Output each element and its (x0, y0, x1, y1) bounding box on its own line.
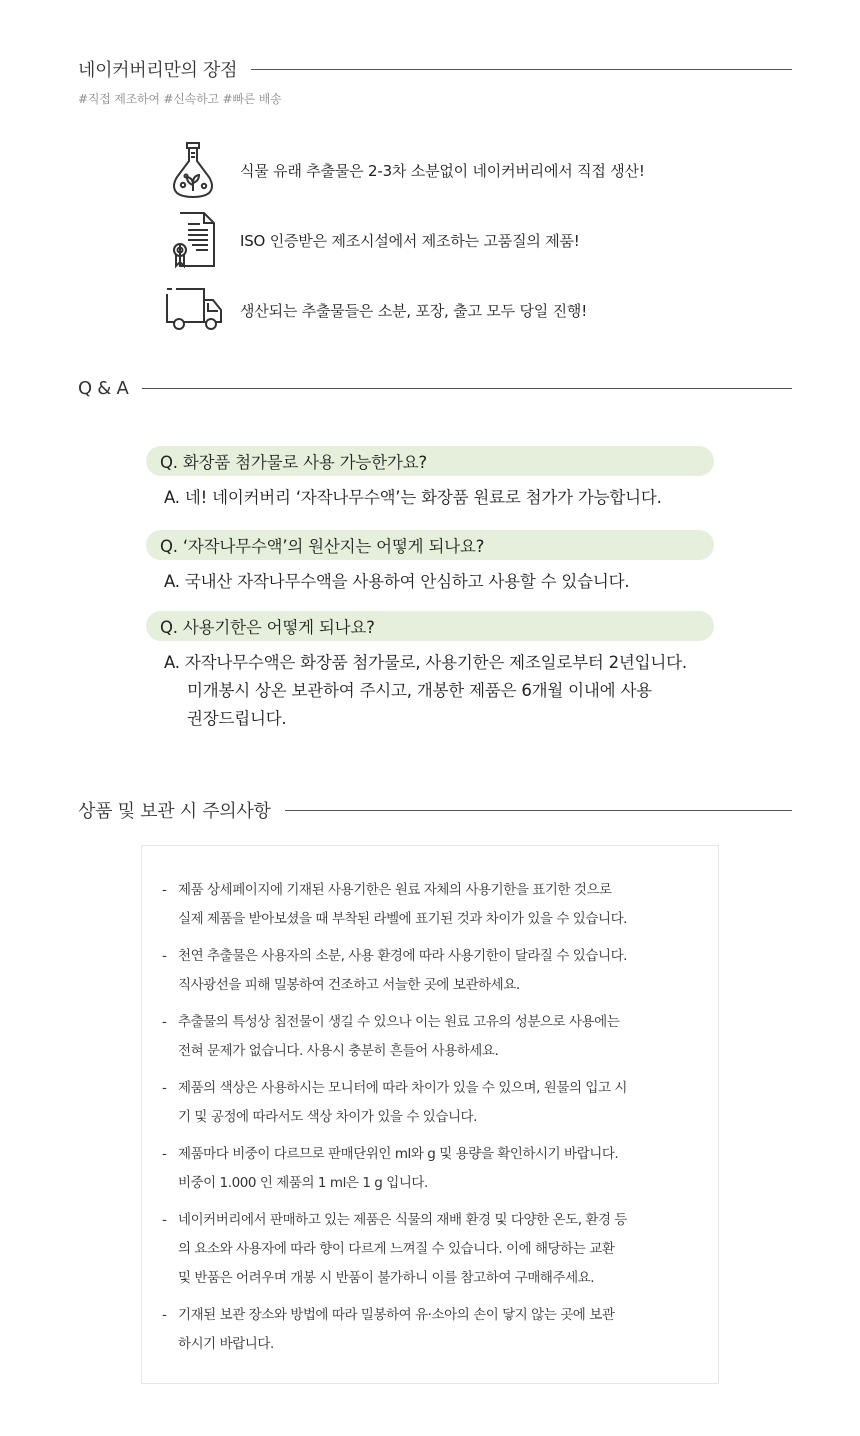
caution-line: 직사광선을 피해 밀봉하여 건조하고 서늘한 곳에 보관하세요. (178, 977, 520, 993)
answer-line: A. 국내산 자작나무수액을 사용하여 안심하고 사용할 수 있습니다. (164, 572, 630, 591)
question: Q. ‘자작나무수액’의 원산지는 어떻게 되나요? (146, 530, 714, 560)
answer-line: A. 자작나무수액은 화장품 첨가물로, 사용기한은 제조일로부터 2년입니다. (164, 653, 687, 672)
advantages-header (78, 56, 792, 82)
feature-item (160, 278, 587, 342)
caution-item (162, 1008, 696, 1066)
caution-line: 기재된 보관 장소와 방법에 따라 밀봉하여 유·소아의 손이 닿지 않는 곳에 보관 (178, 1307, 615, 1323)
bullet-dash: - (162, 1212, 167, 1228)
divider-line (142, 388, 792, 389)
qa-item (146, 611, 726, 733)
caution-item (162, 1301, 696, 1359)
bullet-dash: - (162, 1014, 167, 1030)
caution-item (162, 1140, 696, 1198)
question: Q. 사용기한은 어떻게 되나요? (146, 611, 714, 641)
qa-header (78, 378, 792, 399)
caution-line: 네이커버리에서 판매하고 있는 제품은 식물의 재배 환경 및 다양한 온도, 환경 등 (178, 1212, 628, 1228)
feature-text: 식물 유래 추출물은 2-3차 소분없이 네이커버리에서 직접 생산! (240, 161, 645, 180)
question: Q. 화장품 첨가물로 사용 가능한가요? (146, 446, 714, 476)
caution-item (162, 942, 696, 1000)
caution-line: 의 요소와 사용자에 따라 향이 다르게 느껴질 수 있습니다. 이에 해당하는 교환 (178, 1241, 615, 1257)
caution-header (78, 797, 792, 823)
caution-line: 및 반품은 어려우며 개봉 시 반품이 불가하니 이를 참고하여 구매해주세요. (178, 1270, 595, 1286)
bullet-dash: - (162, 1080, 167, 1096)
caution-line: 천연 추출물은 사용자의 소분, 사용 환경에 따라 사용기한이 달라질 수 있습니다. (178, 948, 628, 964)
bullet-dash: - (162, 1146, 167, 1162)
caution-item (162, 1206, 696, 1293)
caution-line: 비중이 1.000 인 제품의 1 ml은 1 g 입니다. (178, 1175, 428, 1191)
caution-line: 제품 상세페이지에 기재된 사용기한은 원료 자체의 사용기한을 표기한 것으로 (178, 882, 612, 898)
qa-title: Q & A (78, 378, 129, 399)
caution-box (141, 845, 719, 1384)
caution-line: 제품의 색상은 사용하시는 모니터에 따라 차이가 있을 수 있으며, 원물의 입고 시 (178, 1080, 628, 1096)
divider-line (285, 810, 792, 811)
feature-item (160, 138, 645, 202)
feature-item (160, 208, 580, 272)
caution-title: 상품 및 보관 시 주의사항 (78, 801, 271, 822)
answer-line: 권장드립니다. (187, 709, 287, 728)
caution-line: 하시기 바랍니다. (178, 1336, 274, 1352)
answer-line: 미개봉시 상온 보관하여 주시고, 개봉한 제품은 6개월 이내에 사용 (187, 681, 652, 700)
feature-text: 생산되는 추출물들은 소분, 포장, 출고 모두 당일 진행! (240, 301, 588, 320)
bullet-dash: - (162, 882, 167, 898)
answer-line: A. 네! 네이커버리 ‘자작나무수액’는 화장품 원료로 첨가가 가능합니다. (164, 488, 662, 507)
delivery-truck-icon (160, 278, 226, 342)
qa-item (146, 446, 726, 512)
caution-line: 기 및 공정에 따라서도 색상 차이가 있을 수 있습니다. (178, 1109, 477, 1125)
caution-line: 전혀 문제가 없습니다. 사용시 충분히 흔들어 사용하세요. (178, 1043, 499, 1059)
caution-item (162, 1074, 696, 1132)
certificate-icon (160, 208, 226, 272)
bullet-dash: - (162, 948, 167, 964)
qa-item (146, 530, 726, 596)
divider-line (251, 69, 792, 70)
answer (146, 649, 726, 733)
caution-line: 추출물의 특성상 침전물이 생길 수 있으나 이는 원료 고유의 성분으로 사용에는 (178, 1014, 620, 1030)
answer (146, 484, 726, 512)
advantages-title: 네이커버리만의 장점 (78, 60, 238, 81)
hashtags: #직접 제조하여 #신속하고 #빠른 배송 (78, 92, 282, 106)
answer (146, 568, 726, 596)
bullet-dash: - (162, 1307, 167, 1323)
caution-line: 실제 제품을 받아보셨을 때 부착된 라벨에 표기된 것과 차이가 있을 수 있습니다. (178, 911, 628, 927)
feature-text: ISO 인증받은 제조시설에서 제조하는 고품질의 제품! (240, 231, 580, 250)
caution-line: 제품마다 비중이 다르므로 판매단위인 ml와 g 및 용량을 확인하시기 바랍니다. (178, 1146, 619, 1162)
caution-item (162, 876, 696, 934)
flask-leaf-icon (160, 138, 226, 202)
